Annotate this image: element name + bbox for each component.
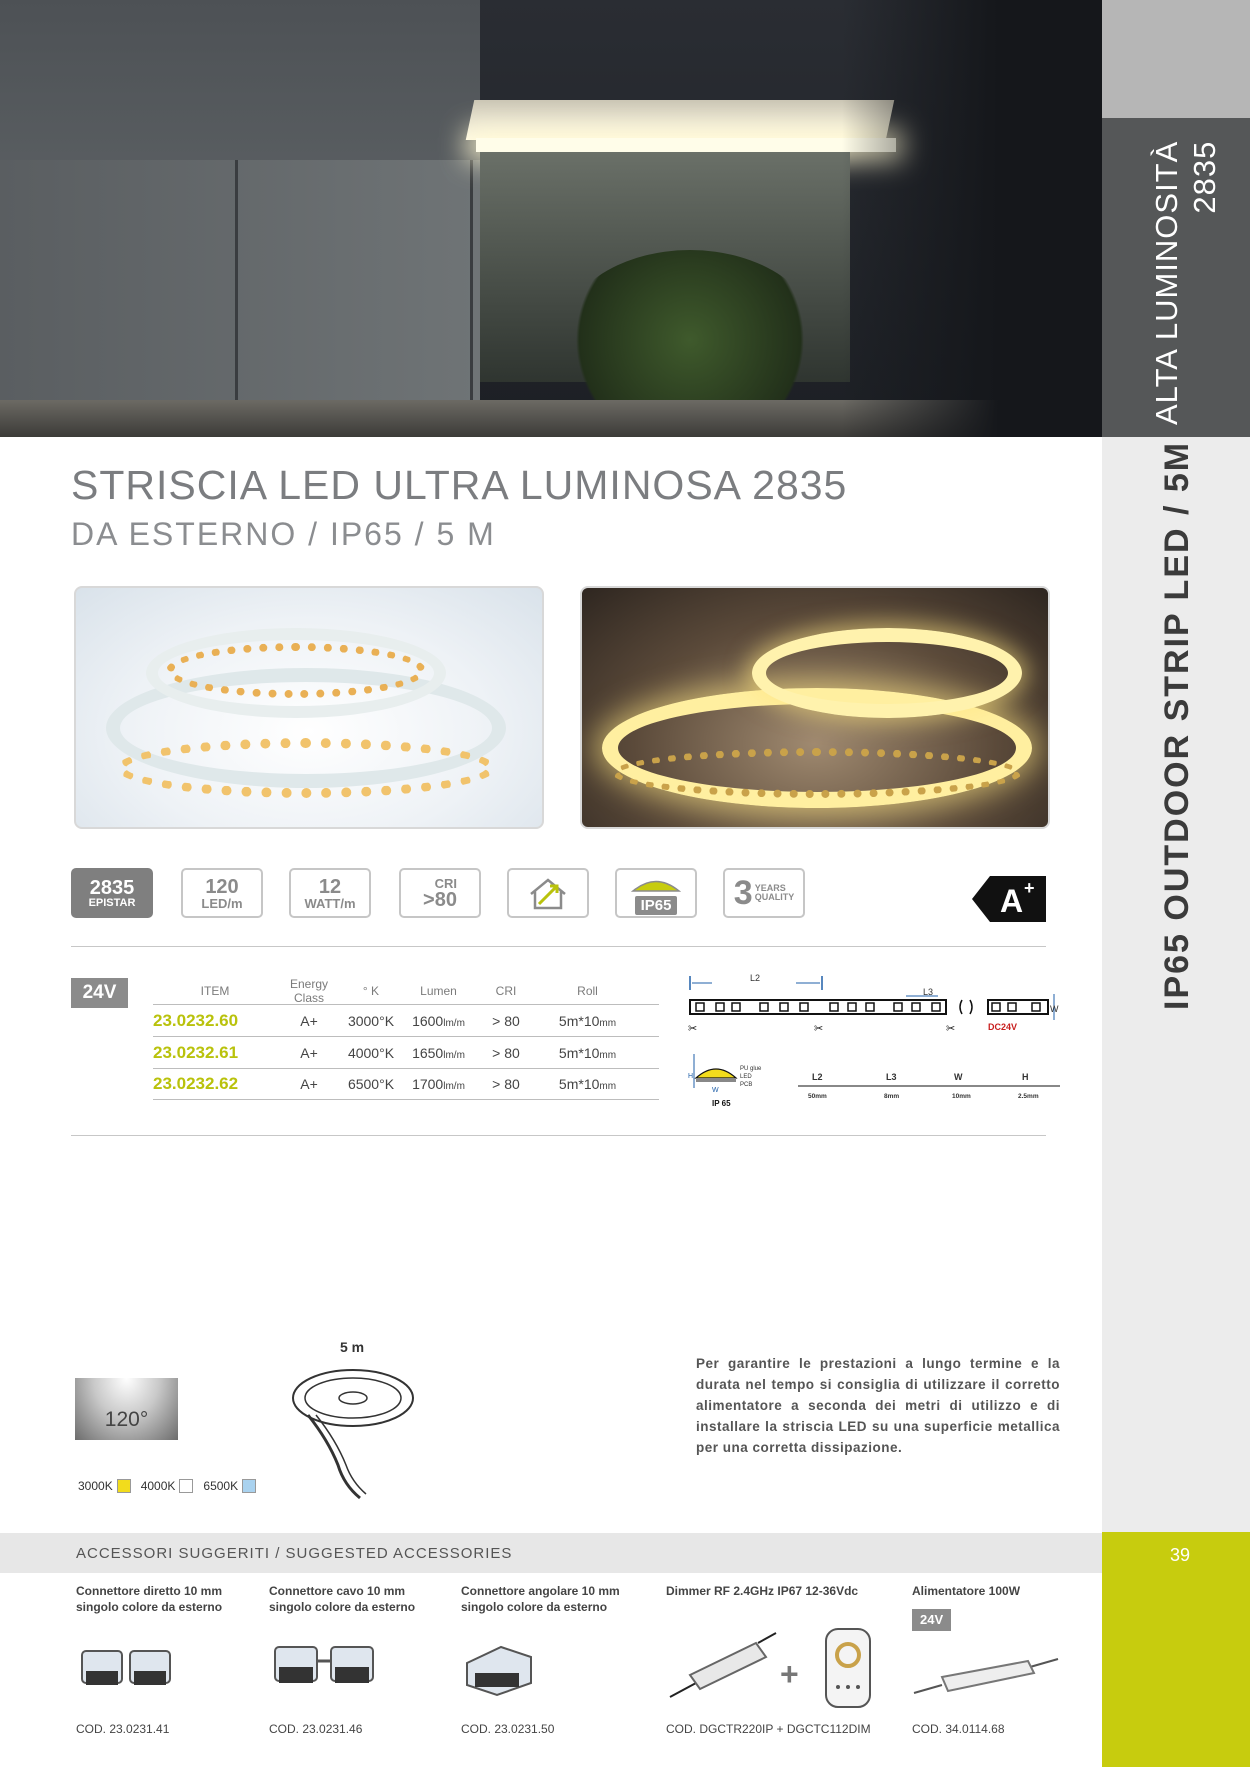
accessory-item (269, 1583, 449, 1736)
cri-cell: > 80 (492, 1012, 520, 1029)
ip-value: IP65 (635, 896, 678, 915)
strip-leds (166, 643, 426, 698)
lumen-cell (401, 1076, 476, 1092)
energy-class: A+ (300, 1012, 318, 1029)
col-cri: CRI (495, 984, 517, 998)
warranty-label: YEARS (754, 883, 786, 893)
cri-value: >80 (423, 888, 457, 911)
page-subtitle: DA ESTERNO / IP65 / 5 M (71, 516, 496, 552)
cri-badge (399, 868, 481, 918)
item-code: 23.0232.62 (153, 1074, 239, 1093)
temp-swatch-neutral (179, 1479, 193, 1493)
lumen-value: 1650 (412, 1044, 444, 1061)
beam-angle-icon (75, 1378, 178, 1440)
home-efficiency-badge (507, 868, 589, 918)
chip-badge (71, 868, 153, 918)
cri-cell: > 80 (492, 1044, 520, 1061)
beam-angle-value: 120° (104, 1408, 149, 1431)
voltage-label: DC24V (988, 1022, 1018, 1032)
roll-cell (536, 1045, 639, 1061)
item-code: 23.0232.60 (153, 1010, 239, 1030)
warranty-badge (723, 868, 805, 918)
side-category-line1: ALTA LUMINOSITÀ (1149, 140, 1184, 425)
roll-value: 5m*10 (558, 1012, 600, 1029)
spec-header-row (153, 978, 659, 1004)
cri-label: CRI (434, 875, 457, 891)
accessory-code: COD. 23.0231.46 (269, 1722, 363, 1736)
accessory-item (76, 1583, 256, 1736)
dim-value: 50mm (808, 1093, 827, 1100)
strip-coil-lit (752, 628, 1022, 718)
col-kelvin: ° K (362, 984, 380, 998)
lumen-unit: lm/m (443, 1049, 465, 1061)
lumen-unit: lm/m (443, 1017, 465, 1029)
voltage-badge: 24V (71, 978, 128, 1008)
panel-seam (235, 160, 238, 400)
power-badge (289, 868, 371, 918)
table-row (153, 1068, 659, 1100)
strip-dimension-diagram (686, 968, 1066, 1118)
accessory-name: Dimmer RF 2.4GHz IP67 12-36Vdc (666, 1584, 859, 1598)
dim-h-label: H (688, 1073, 694, 1080)
temp-label: 4000K (140, 1479, 176, 1493)
side-product-label: IP65 OUTDOOR STRIP LED / 5M (1158, 440, 1196, 1010)
dim-header: L3 (886, 1072, 897, 1082)
roll-value: 5m*10 (558, 1044, 600, 1061)
divider (71, 1135, 1046, 1136)
night-sky (842, 0, 1102, 437)
dim-w-label: W (712, 1087, 719, 1094)
product-photo-off (74, 586, 544, 829)
side-band-top (1102, 0, 1250, 118)
col-lumen: Lumen (420, 984, 457, 998)
hero-photo (0, 0, 1102, 437)
side-band-lime (1102, 1532, 1250, 1767)
accessory-code: COD. 23.0231.41 (76, 1722, 170, 1736)
accessory-voltage-badge: 24V (912, 1609, 951, 1631)
strip-profile-icon (631, 878, 681, 892)
roll-cell (536, 1076, 639, 1092)
energy-class-icon (972, 876, 1046, 922)
temp-swatch-cool (242, 1479, 256, 1493)
roll-unit: mm (599, 1081, 617, 1092)
temp-label: 6500K (203, 1479, 239, 1493)
strip-reel-drawing (288, 1360, 418, 1510)
led-label: LED (740, 1074, 752, 1080)
item-code: 23.0232.61 (153, 1042, 239, 1062)
chip-value: 2835 (89, 876, 135, 899)
lumen-unit: lm/m (443, 1081, 465, 1092)
color-temp: 6500°K (347, 1076, 395, 1092)
stone-panels (0, 160, 480, 400)
roll-value: 5m*10 (558, 1076, 600, 1092)
canopy (466, 100, 895, 140)
lumen-cell (401, 1045, 476, 1061)
dim-header: H (1022, 1072, 1029, 1082)
energy-plus: + (1024, 878, 1035, 898)
corner-connector-icon (461, 1633, 641, 1713)
divider (71, 946, 1046, 947)
side-category-label (1148, 141, 1224, 425)
accessory-code: COD. 34.0114.68 (912, 1722, 1005, 1736)
scissors-icon: ✂ (688, 1023, 698, 1035)
accessory-item (912, 1583, 1062, 1736)
warranty-sub: QUALITY (754, 892, 795, 902)
led-density-badge (181, 868, 263, 918)
temp-swatch-warm (117, 1479, 131, 1493)
temp-label: 3000K (78, 1479, 113, 1493)
dimmer-remote-icon (666, 1623, 886, 1713)
dim-value: 2.5mm (1018, 1093, 1039, 1100)
scissors-icon: ✂ (814, 1023, 824, 1035)
lumen-cell (401, 1013, 476, 1029)
house-arrow-icon (525, 874, 571, 912)
strip-leds (116, 738, 496, 798)
accessory-item (461, 1583, 641, 1736)
ip-label: IP 65 (712, 1099, 731, 1108)
table-row (153, 1004, 659, 1036)
dim-header: L2 (812, 1072, 823, 1082)
side-category-line2: 2835 (1187, 140, 1222, 214)
led-strip-glow (476, 138, 896, 152)
cable-connector-icon (269, 1633, 449, 1713)
watt-unit: WATT/m (304, 895, 356, 911)
scissors-icon: ✂ (946, 1023, 956, 1035)
ip-rating-badge (615, 868, 697, 918)
energy-class: A+ (300, 1044, 318, 1061)
led-count: 120 (205, 875, 239, 898)
strip-leds (612, 748, 1022, 798)
col-energy: Energy Class (289, 977, 329, 1005)
energy-class: A+ (300, 1076, 318, 1092)
accessory-item (666, 1583, 886, 1736)
spec-table (153, 978, 659, 1100)
chip-brand: EPISTAR (88, 896, 136, 909)
dim-l2-label: L2 (750, 973, 761, 983)
lumen-value: 1600 (412, 1012, 444, 1029)
roll-unit: mm (599, 1017, 617, 1029)
accessory-name: Connettore angolare 10 mm singolo colore da esterno (461, 1584, 620, 1614)
accessories-title: ACCESSORI SUGGERITI / SUGGESTED ACCESSORIES (76, 1545, 513, 1562)
dim-w-label: W (1050, 1004, 1059, 1014)
table-row (153, 1036, 659, 1068)
energy-letter: A (1000, 883, 1024, 919)
accessory-name: Connettore cavo 10 mm singolo colore da esterno (269, 1584, 416, 1614)
accessory-code: COD. DGCTR220IP + DGCTC112DIM (666, 1722, 871, 1736)
roll-length: 5 m (340, 1339, 365, 1355)
col-item: ITEM (200, 984, 230, 998)
watt-value: 12 (318, 875, 342, 898)
roll-cell (536, 1013, 639, 1029)
page-title: STRISCIA LED ULTRA LUMINOSA 2835 (71, 462, 848, 508)
roll-unit: mm (599, 1049, 617, 1061)
pcb-label: PCB (740, 1082, 753, 1088)
color-temp-legend (78, 1479, 262, 1493)
page-number: 39 (1170, 1545, 1191, 1565)
dim-value: 10mm (952, 1093, 971, 1100)
pu-glue-label: PU glue (740, 1066, 762, 1072)
panel-seam (470, 160, 473, 400)
warranty-years: 3 (733, 874, 753, 912)
dim-value: 8mm (884, 1093, 900, 1100)
color-temp: 3000°K (347, 1012, 395, 1029)
accessory-code: COD. 23.0231.50 (461, 1722, 555, 1736)
dim-header: W (954, 1072, 963, 1082)
accessory-name: Alimentatore 100W (912, 1584, 1021, 1598)
col-roll: Roll (577, 984, 598, 998)
dim-l3-label: L3 (923, 987, 934, 997)
direct-connector-icon (76, 1633, 256, 1713)
accessory-name: Connettore diretto 10 mm singolo colore da esterno (76, 1584, 223, 1614)
lumen-value: 1700 (412, 1076, 444, 1092)
cri-cell: > 80 (492, 1076, 520, 1092)
product-photo-on (580, 586, 1050, 829)
color-temp: 4000°K (347, 1044, 395, 1061)
power-supply-icon (912, 1633, 1062, 1713)
led-unit: LED/m (201, 895, 243, 911)
plus-icon: + (780, 1656, 799, 1692)
installation-advice: Per garantire le prestazioni a lungo termine e la durata nel tempo si consiglia di utilizzare il corretto alimentatore a seconda dei metri di utilizzo e di installare la striscia LED su una superficie metallica per una corretta dissipazione. (696, 1356, 1060, 1455)
